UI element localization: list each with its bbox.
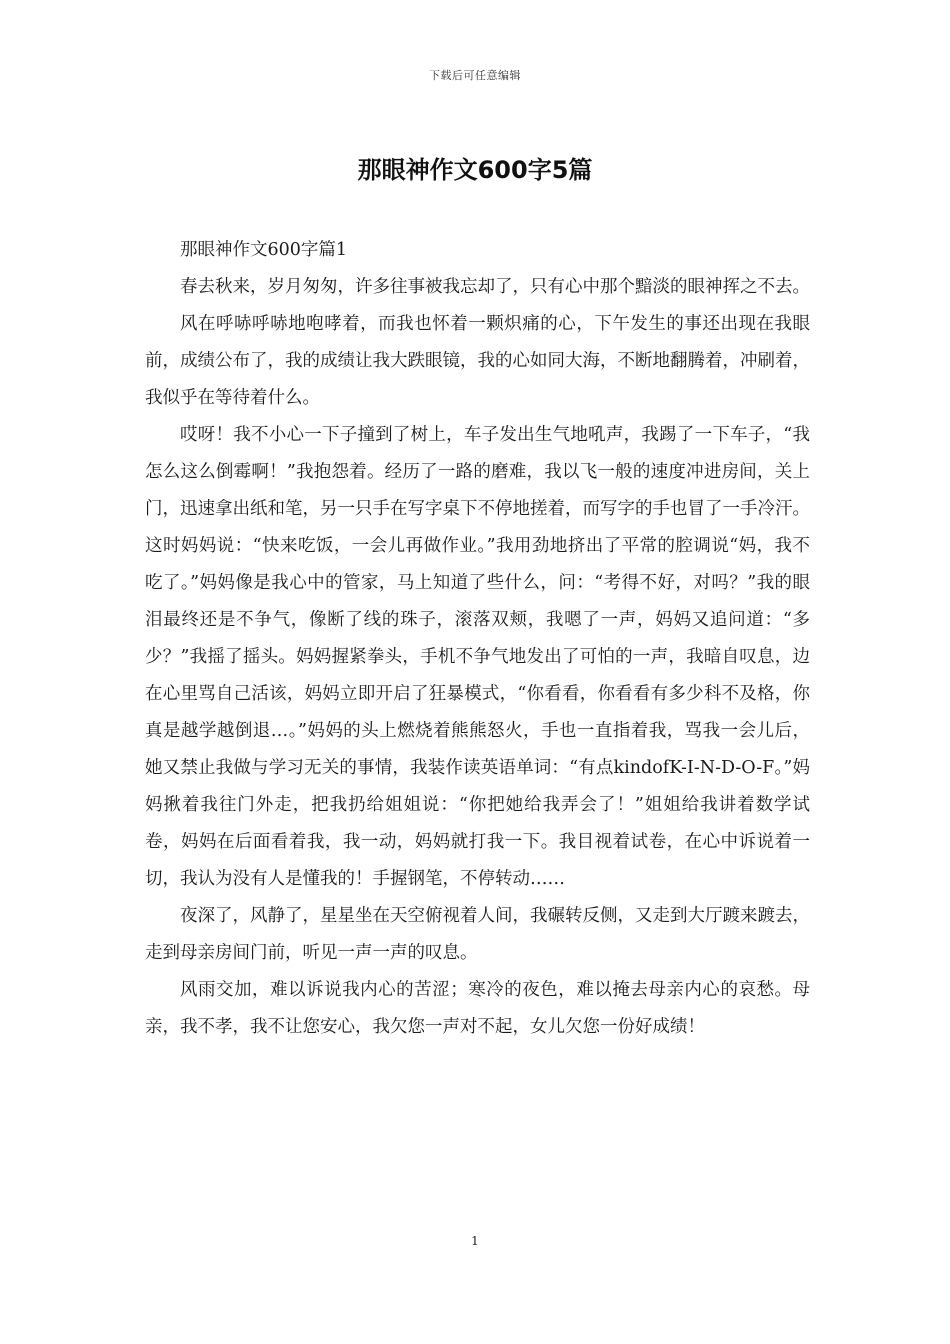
paragraph: 夜深了，风静了，星星坐在天空俯视着人间，我碾转反侧，又走到大厅踱来踱去，走到母亲房间门前，听见一声一声的叹息。: [145, 906, 810, 963]
paragraph: 风雨交加，难以诉说我内心的苦涩；寒冷的夜色，难以掩去母亲内心的哀愁。母亲，我不孝，我不让您安心，我欠您一声对不起，女儿欠您一份好成绩！: [145, 980, 810, 1037]
header-note: 下载后可任意编辑: [429, 69, 521, 82]
paragraph: 哎呀！我不小心一下子撞到了树上，车子发出生气地吼声，我踢了一下车子，“我怎么这么倒霉啊！”我抱怨着。经历了一路的磨难，我以飞一般的速度冲进房间，关上门，迅速拿出纸和笔，另一只手在写字桌下不停地搓着，而写字的手也冒了一手冷汗。这时妈妈说：“快来吃饭，一会儿再做作业。”我用劲地挤出了平常的腔调说“妈，我不吃了。”妈妈像是我心中的管家，马上知道了些什么，问：“考得不好，对吗？”我的眼泪最终还是不争气，像断了线的珠子，滚落双颊，我嗯了一声，妈妈又追问道：“多少？”我摇了摇头。妈妈握紧拳头，手机不争气地发出了可怕的一声，我暗自叹息，边在心里骂自己活该，妈妈立即开启了狂暴模式，“你看看，你看看有多少科不及格，你真是越学越倒退…。”妈妈的头上燃烧着熊熊怒火，手也一直指着我，骂我一会儿后，她又禁止我做与学习无关的事情，我装作读英语单词：“有点kindofK-I-N-D-O-F。”妈妈揪着我往门外走，把我扔给姐姐说：“你把她给我弄会了！”姐姐给我讲着数学试卷，妈妈在后面看着我，我一动，妈妈就打我一下。我目视着试卷，在心中诉说着一切，我认为没有人是懂我的！手握钢笔，不停转动……: [145, 425, 810, 889]
paragraph: 风在呼哧呼哧地咆哮着，而我也怀着一颗炽痛的心，下午发生的事还出现在我眼前，成绩公布了，我的成绩让我大跌眼镜，我的心如同大海，不断地翻腾着，冲刷着，我似乎在等待着什么。: [145, 314, 810, 408]
page-number: 1: [471, 1234, 479, 1248]
section-heading: 那眼神作文600字篇1: [180, 240, 348, 260]
document-title: 那眼神作文600字5篇: [357, 156, 593, 184]
paragraph: 春去秋来，岁月匆匆，许多往事被我忘却了，只有心中那个黯淡的眼神挥之不去。: [180, 277, 810, 297]
document-body: [145, 232, 810, 1046]
